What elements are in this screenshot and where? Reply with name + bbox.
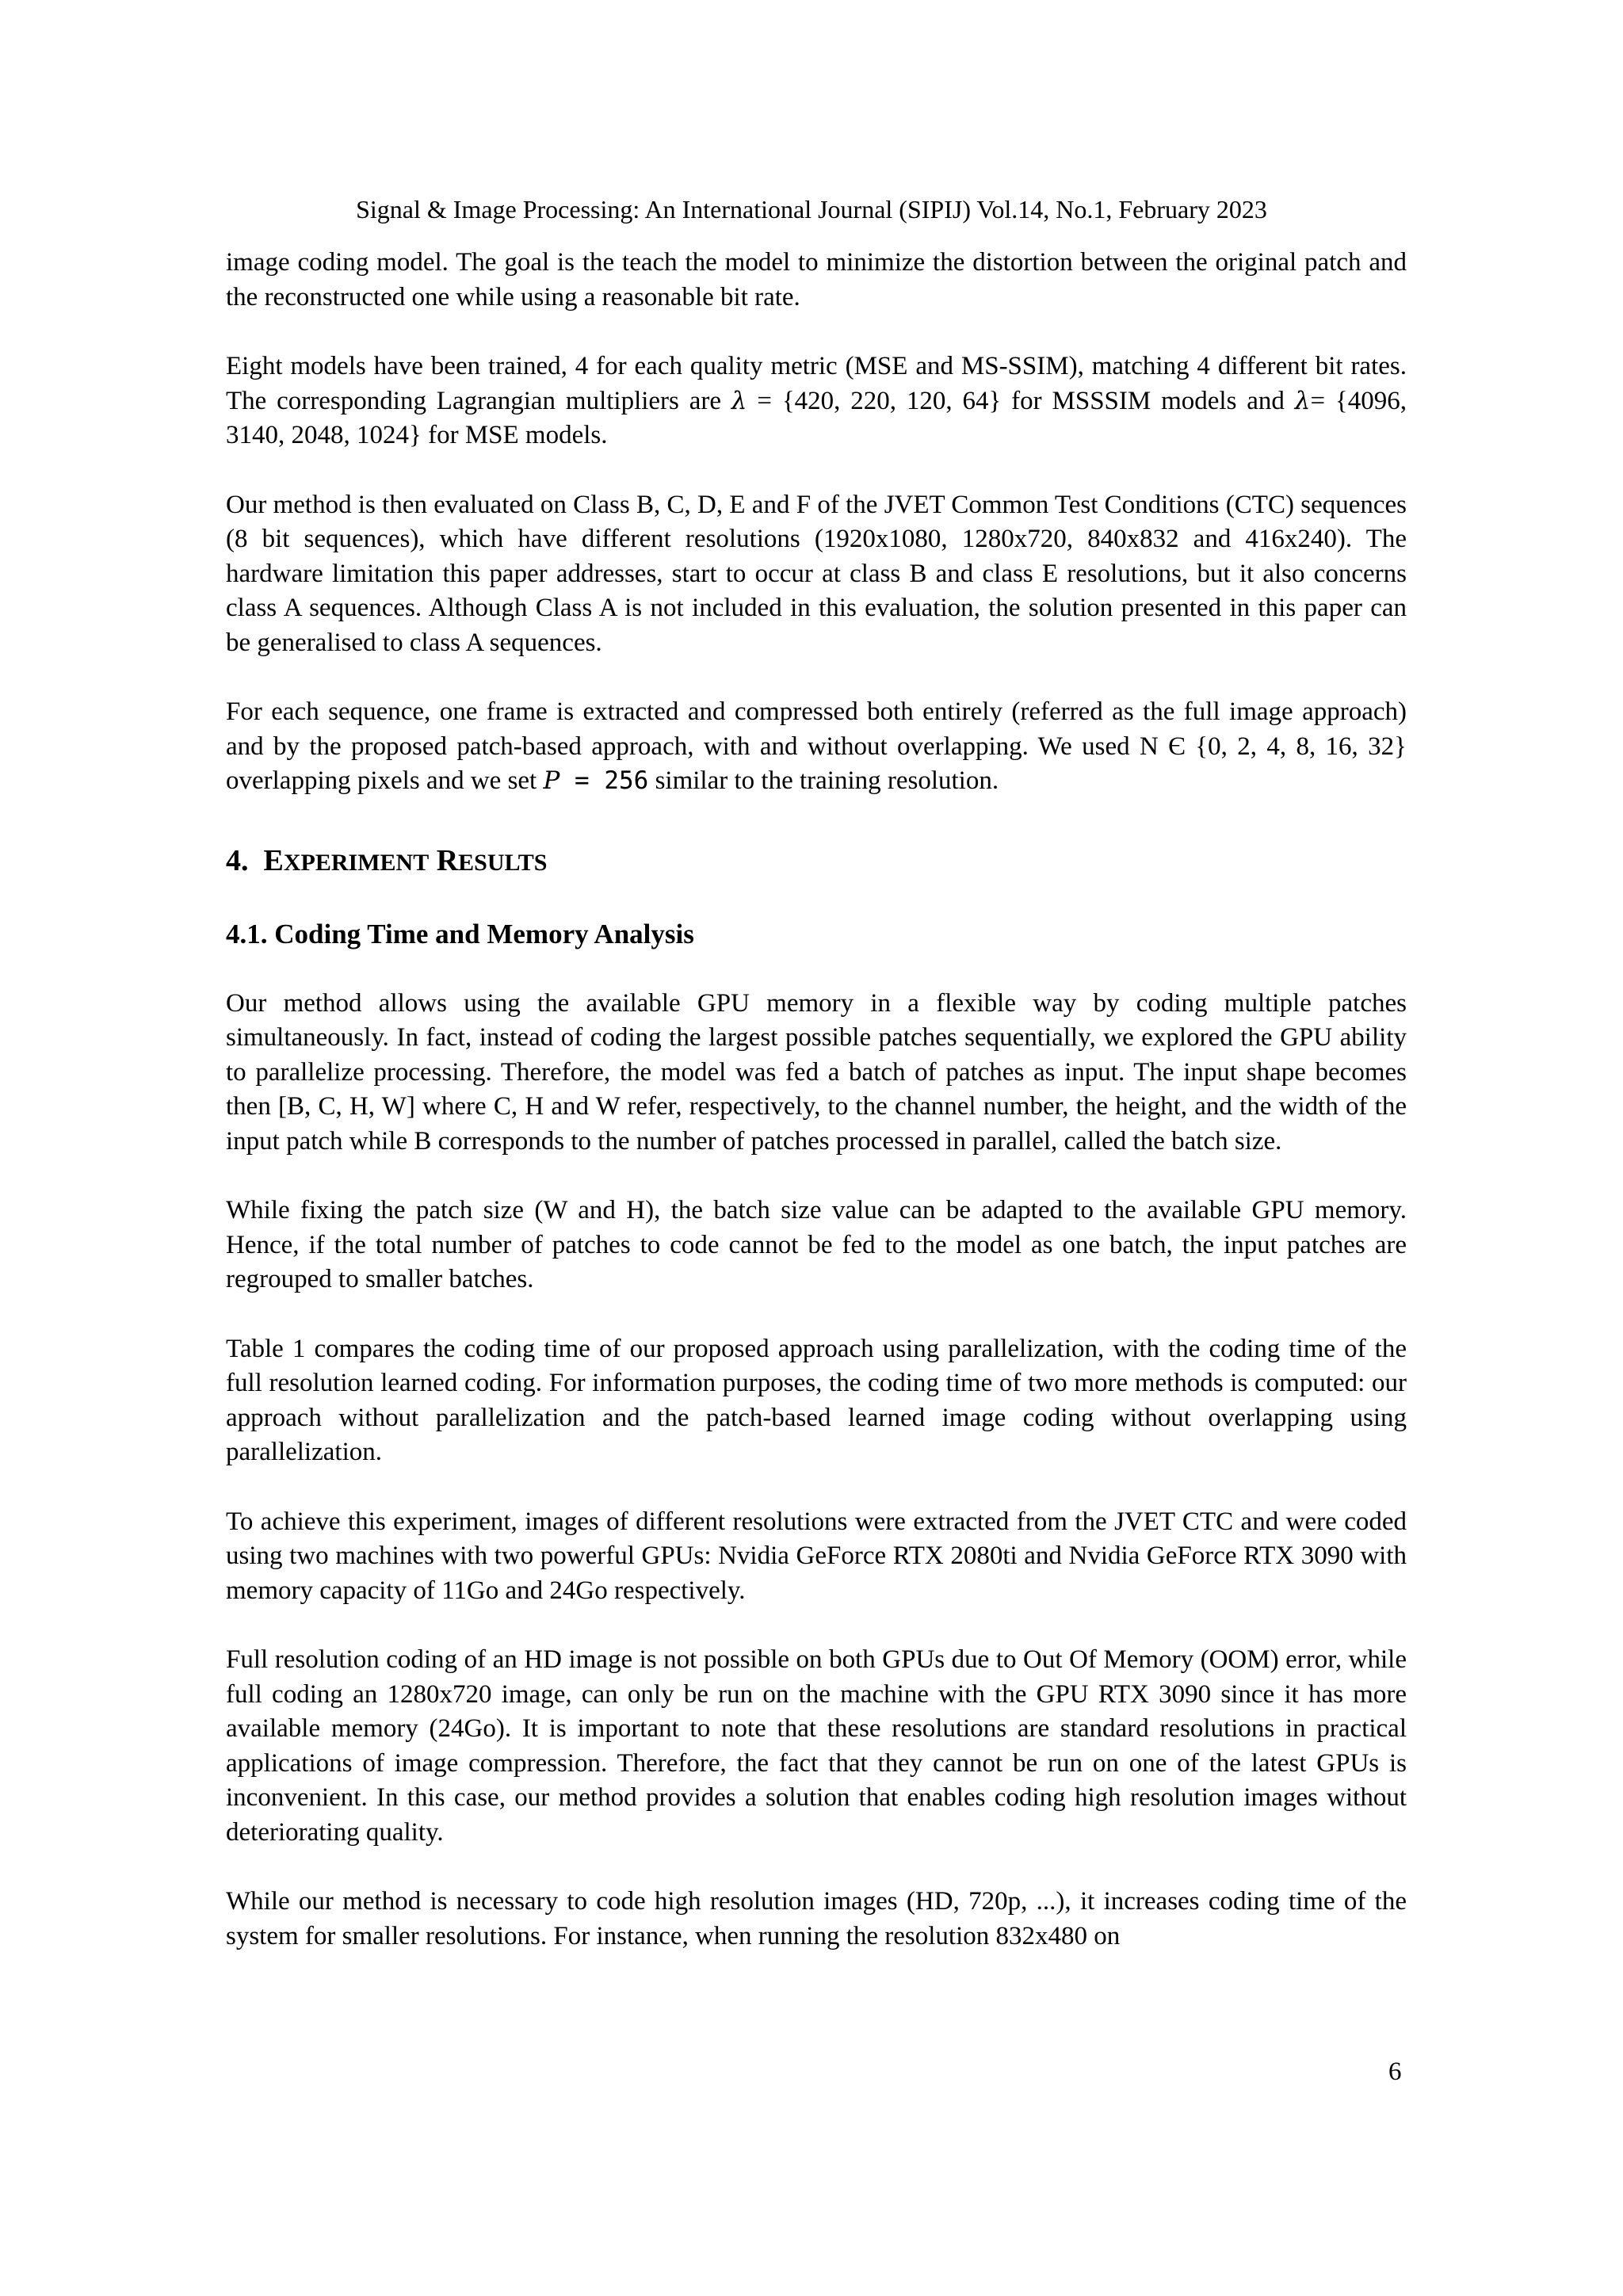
paragraph-10: While our method is necessary to code high resolution images (HD, 720p, ...), it increases coding time of the system for smaller resolutions. For instance, when running the resolution 832x480 on [226, 1887, 1407, 1950]
paragraph-7: Table 1 compares the coding time of our proposed approach using parallelization, with the coding time of the full resolution learned coding. For information purposes, the coding time of two more methods is computed: our approach without parallelization and the patch-based learned image coding without overlapping using parallelization. [226, 1334, 1407, 1466]
paragraph-4-text-a: For each sequence, one frame is extracted and compressed both entirely (referred as the full image approach) and by the proposed patch-based approach, with and without overlapping. We used N Є {0, 2, 4, 8, 16, 32} overlapping pixels and we set [226, 697, 1407, 795]
paragraph-2 [226, 350, 1407, 453]
lambda-symbol: λ [1294, 386, 1311, 415]
paragraph-6: While fixing the patch size (W and H), the batch size value can be adapted to the available GPU memory. Hence, if the total number of patches to code cannot be fed to the model as one batch, the input patches are regrouped to smaller batches. [226, 1196, 1407, 1293]
paragraph-4-text-b: similar to the training resolution. [648, 766, 999, 795]
paragraph-2-text-b: = {420, 220, 120, 64} for MSSSIM models and [747, 386, 1295, 415]
running-head: Signal & Image Processing: An International Journal (SIPIJ) Vol.14, No.1, February 2023 [356, 195, 1267, 223]
paragraph-3: Our method is then evaluated on Class B, C, D, E and F of the JVET Common Test Conditions (CTC) sequences (8 bit sequences), which have different resolutions (1920x1080, 1280x720, 840x832 and 416x240). The hardware limitation this paper addresses, start to occur at class B and class E resolutions, but it also concerns class A sequences. Although Class A is not included in this evaluation, the solution presented in this paper can be generalised to class A sequences. [226, 490, 1407, 657]
paragraph-2-text-c: = {4096, 3140, 2048, 1024} for MSE models. [226, 386, 1407, 449]
paragraph-8: To achieve this experiment, images of different resolutions were extracted from the JVET CTC and were coded using two machines with two powerful GPUs: Nvidia GeForce RTX 2080ti and Nvidia GeForce RTX 3090 with memory capacity of 11Go and 24Go respectively. [226, 1507, 1407, 1605]
patch-size-variable: P [543, 766, 560, 795]
section-title-initial-2: R [436, 843, 459, 877]
section-title-rest-2: ESULTS [458, 849, 548, 876]
patch-size-value: = 256 [559, 766, 649, 795]
paragraph-5: Our method allows using the available GPU memory in a flexible way by coding multiple patches simultaneously. In fact, instead of coding the largest possible patches sequentially, we explored the GPU ability to parallelize processing. Therefore, the model was fed a batch of patches as input. The input shape becomes then [B, C, H, W] where C, H and W refer, respectively, to the channel number, the height, and the width of the input patch while B corresponds to the number of patches processed in parallel, called the batch size. [226, 988, 1407, 1156]
page-number: 6 [1388, 2057, 1402, 2086]
page-content [226, 246, 1407, 1988]
section-title-rest-1: XPERIMENT [283, 849, 430, 876]
section-number: 4. [226, 843, 249, 877]
lambda-symbol: λ [731, 386, 747, 415]
subsection-heading: 4.1. Coding Time and Memory Analysis [226, 918, 694, 949]
paragraph-1: image coding model. The goal is the teach the model to minimize the distortion between the original patch and the reconstructed one while using a reasonable bit rate. [226, 248, 1407, 311]
paragraph-9: Full resolution coding of an HD image is not possible on both GPUs due to Out Of Memory (OOM) error, while full coding an 1280x720 image, can only be run on the machine with the GPU RTX 3090 since it has more available memory (24Go). It is important to note that these resolutions are standard resolutions in practical applications of image compression. Therefore, the fact that they cannot be run on one of the latest GPUs is inconvenient. In this case, our method provides a solution that enables coding high resolution images without deteriorating quality. [226, 1645, 1407, 1847]
paragraph-4 [226, 695, 1407, 799]
section-title-initial-1: E [263, 843, 284, 877]
section-heading [226, 842, 1407, 882]
paragraph-2-text-a: Eight models have been trained, 4 for each quality metric (MSE and MS-SSIM), matching 4 different bit rates. The corresponding Lagrangian multipliers are [226, 352, 1407, 415]
